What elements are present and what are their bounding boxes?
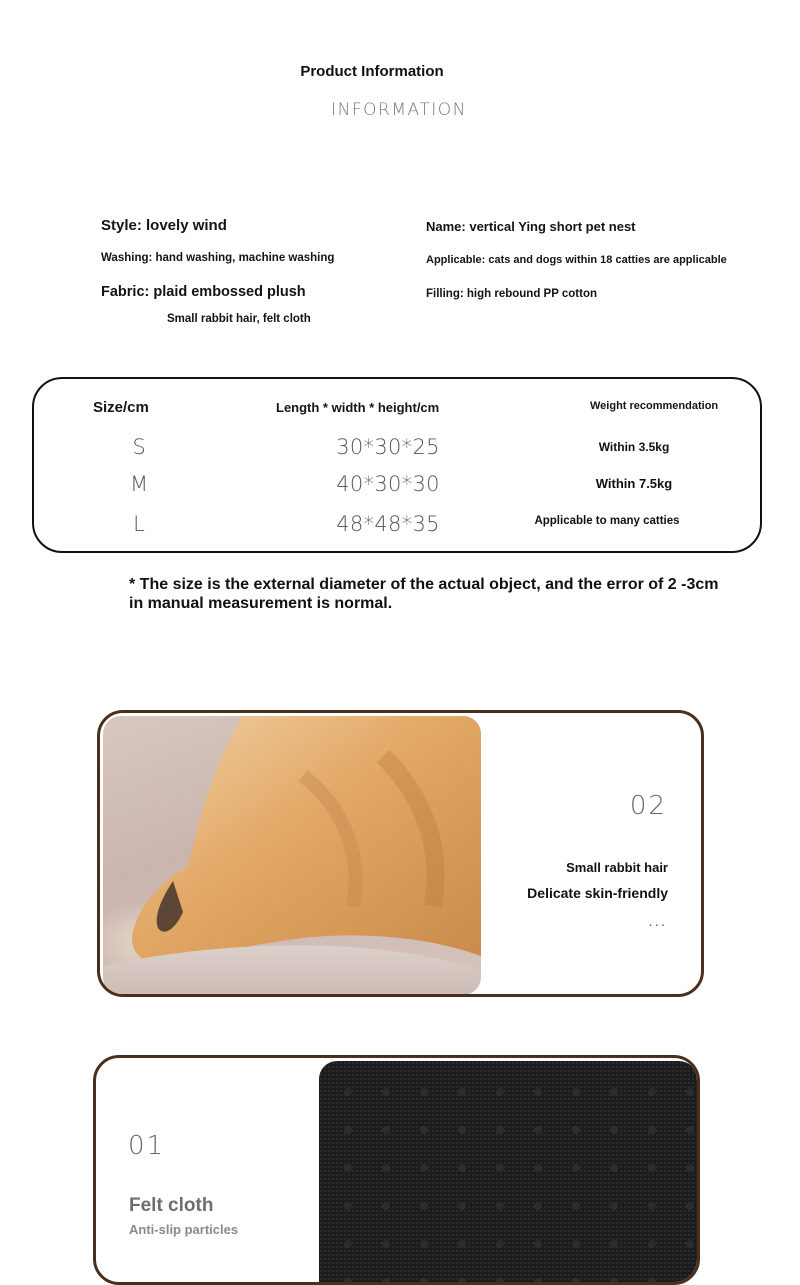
- info-filling: Filling: high rebound PP cotton: [426, 288, 597, 300]
- feature-number: 02: [629, 791, 667, 821]
- feature-card-01: [93, 1055, 700, 1285]
- dimensions-cell: 40*30*30: [336, 472, 440, 496]
- size-cell: S: [132, 435, 146, 459]
- feature-card-02: [97, 710, 704, 997]
- size-cell: M: [129, 472, 149, 496]
- dimensions-cell: 48*48*35: [336, 512, 440, 536]
- feature-title: Small rabbit hair: [566, 860, 668, 875]
- weight-cell: Within 7.5kg: [595, 476, 673, 491]
- info-fabric-extra: Small rabbit hair, felt cloth: [167, 313, 311, 325]
- info-applicable: Applicable: cats and dogs within 18 catties are applicable: [426, 254, 727, 266]
- dimensions-header: Length * width * height/cm: [276, 400, 440, 415]
- feature-number: 01: [128, 1131, 166, 1161]
- weight-header: Weight recommendation: [590, 400, 719, 412]
- weight-cell: Within 3.5kg: [598, 440, 670, 454]
- info-style: Style: lovely wind: [101, 217, 227, 234]
- feature-subtitle: Anti-slip particles: [129, 1222, 239, 1237]
- felt-cloth-photo: [319, 1061, 697, 1285]
- feature-subtitle: Delicate skin-friendly: [527, 885, 668, 901]
- info-washing: Washing: hand washing, machine washing: [101, 252, 335, 264]
- dimensions-cell: 30*30*25: [336, 435, 440, 459]
- page-title: Product Information: [300, 63, 444, 80]
- size-header: Size/cm: [93, 399, 149, 416]
- more-dots: ...: [648, 913, 667, 930]
- weight-cell: Applicable to many catties: [534, 515, 680, 527]
- page-subtitle: INFORMATION: [331, 100, 467, 120]
- size-cell: L: [133, 512, 145, 536]
- info-fabric: Fabric: plaid embossed plush: [101, 284, 306, 300]
- feature-title: Felt cloth: [129, 1195, 214, 1216]
- info-name: Name: vertical Ying short pet nest: [426, 219, 636, 234]
- size-note: * The size is the external diameter of the actual object, and the error of 2 -3cm in manual measurement is normal.: [129, 576, 719, 612]
- cat-illustration: [103, 716, 481, 995]
- cat-on-plush-photo: [103, 716, 481, 995]
